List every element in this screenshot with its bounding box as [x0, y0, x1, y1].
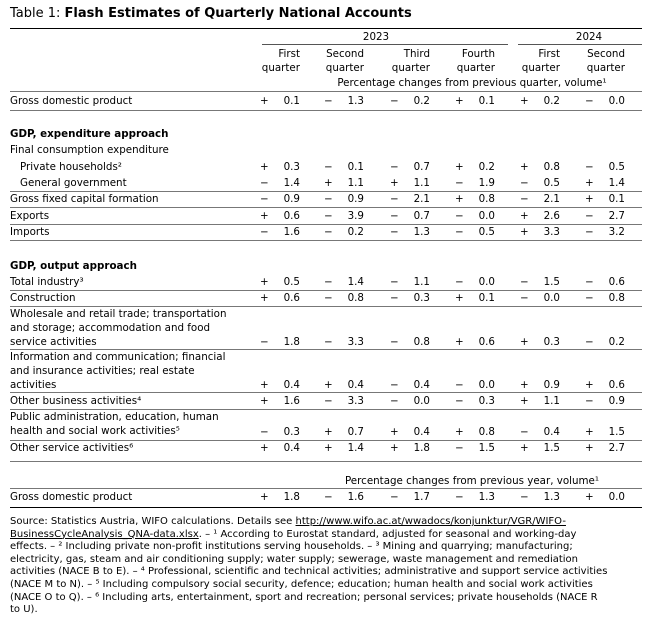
value-number: 0.2 [413, 95, 430, 107]
value-sign: + [585, 379, 594, 391]
value-sign: − [390, 491, 399, 503]
value-sign: − [585, 161, 594, 173]
value-number: 0.5 [283, 276, 300, 288]
value-sign: + [260, 491, 269, 503]
column-header-line: quarter [325, 62, 364, 74]
row-label: Gross fixed capital formation [10, 193, 159, 205]
value-sign: − [585, 226, 594, 238]
value-sign: + [585, 193, 594, 205]
column-header [364, 47, 430, 75]
value-sign: + [455, 292, 464, 304]
value-sign: − [390, 226, 399, 238]
value-sign: − [324, 161, 333, 173]
value-number: 0.1 [347, 161, 364, 173]
value-number: 1.3 [347, 95, 364, 107]
column-header-line: First [278, 48, 300, 60]
value-number: 0.5 [478, 226, 495, 238]
value-sign: − [520, 426, 529, 438]
value-number: 0.8 [608, 292, 625, 304]
column-header [494, 47, 560, 75]
value-sign: + [390, 426, 399, 438]
value-number: 1.4 [608, 177, 625, 189]
row-rule [10, 306, 642, 307]
value-sign: − [585, 210, 594, 222]
value-number: 0.4 [283, 442, 300, 454]
value-number: 1.4 [283, 177, 300, 189]
column-header [429, 47, 495, 75]
annual-row-label: Gross domestic product [10, 491, 133, 503]
value-sign: − [520, 177, 529, 189]
value-sign: − [585, 276, 594, 288]
value-sign: − [260, 226, 269, 238]
row-rule [10, 392, 642, 393]
row-label: Exports [10, 210, 50, 222]
row-label: Total industry³ [10, 276, 84, 288]
value-sign: + [260, 442, 269, 454]
value-number: 1.8 [283, 491, 300, 503]
row-label: Imports [10, 226, 50, 238]
row-label: Gross domestic product [10, 95, 133, 107]
value-number: 0.0 [478, 276, 495, 288]
value-sign: + [455, 161, 464, 173]
value-sign: + [324, 177, 333, 189]
source-link[interactable]: http://www.wifo.ac.at/wwadocs/konjunktur/VGR/WIFO- [295, 516, 566, 527]
value-number: 0.6 [283, 210, 300, 222]
column-header-line: Fourth [461, 48, 495, 60]
value-number: 1.4 [347, 442, 364, 454]
value-sign: − [390, 193, 399, 205]
value-sign: + [520, 395, 529, 407]
value-sign: + [260, 395, 269, 407]
row-label-line: and storage; accommodation and food [10, 322, 211, 334]
value-number: 2.7 [608, 210, 625, 222]
value-sign: − [324, 292, 333, 304]
value-number: 0.3 [413, 292, 430, 304]
value-number: 1.9 [478, 177, 495, 189]
value-sign: − [455, 379, 464, 391]
value-number: 0.7 [413, 210, 430, 222]
row-label-line: Information and communication; financial [10, 351, 226, 363]
value-sign: + [260, 95, 269, 107]
value-sign: − [455, 177, 464, 189]
value-number: 0.8 [478, 193, 495, 205]
year-header-2024: 2024 [575, 31, 603, 43]
value-sign: − [324, 395, 333, 407]
value-number: 0.8 [347, 292, 364, 304]
column-header-line: quarter [391, 62, 430, 74]
column-header-line: Second [587, 48, 625, 60]
value-sign: − [455, 210, 464, 222]
year-2024-rule [518, 44, 642, 45]
value-sign: − [260, 336, 269, 348]
value-sign: − [324, 210, 333, 222]
value-sign: + [390, 442, 399, 454]
value-number: 0.3 [478, 395, 495, 407]
value-number: 2.7 [608, 442, 625, 454]
value-number: 0.0 [413, 395, 430, 407]
value-sign: − [585, 336, 594, 348]
value-number: 0.0 [608, 95, 625, 107]
value-sign: + [520, 161, 529, 173]
section-heading: GDP, expenditure approach [10, 128, 169, 140]
value-sign: + [520, 210, 529, 222]
source-link-cont[interactable]: BusinessCycleAnalysis_QNA-data.xlsx [10, 528, 199, 540]
value-sign: − [324, 226, 333, 238]
row-rule [10, 207, 642, 208]
value-number: 0.2 [543, 95, 560, 107]
column-header-line: Third [403, 48, 430, 60]
value-sign: − [520, 292, 529, 304]
source-notes-line-6: (NACE O to Q). – ⁶ Including arts, entertainment, sport and recreation; personal services; private households (NACE R [10, 591, 598, 603]
row-label: Other business activities⁴ [10, 395, 142, 407]
value-number: 0.4 [413, 426, 430, 438]
value-sign: − [260, 426, 269, 438]
value-number: 0.0 [478, 379, 495, 391]
value-sign: − [455, 226, 464, 238]
value-sign: − [260, 177, 269, 189]
value-number: 3.3 [347, 336, 364, 348]
year-2023-rule [262, 44, 508, 45]
value-sign: + [260, 161, 269, 173]
value-sign: − [390, 95, 399, 107]
value-number: 0.4 [413, 379, 430, 391]
value-sign: − [455, 276, 464, 288]
value-number: 1.3 [413, 226, 430, 238]
unit-note-quarter: Percentage changes from previous quarter, volume¹ [337, 77, 607, 89]
column-header-line: Second [326, 48, 364, 60]
value-number: 0.5 [608, 161, 625, 173]
value-number: 0.1 [478, 95, 495, 107]
value-number: 1.8 [413, 442, 430, 454]
value-number: 0.2 [608, 336, 625, 348]
value-sign: − [390, 161, 399, 173]
value-number: 0.6 [478, 336, 495, 348]
value-number: 0.0 [608, 491, 625, 503]
column-header-line: First [538, 48, 560, 60]
row-rule [10, 440, 642, 441]
value-sign: − [324, 95, 333, 107]
row-label-line: health and social work activities⁵ [10, 425, 180, 437]
source-notes-line-3: electricity, gas, steam and air conditioning supply; water supply; sewerage, waste management and remediation [10, 553, 579, 565]
column-header [298, 47, 364, 75]
header-rule [10, 91, 642, 92]
row-label-line: activities [10, 379, 57, 391]
value-number: 0.4 [283, 379, 300, 391]
table-title [10, 6, 412, 21]
value-number: 0.8 [413, 336, 430, 348]
row-label-line: Public administration, education, human [10, 411, 219, 423]
year-header-2023: 2023 [362, 31, 390, 43]
row-label: Other service activities⁶ [10, 442, 134, 454]
value-sign: − [324, 491, 333, 503]
section-heading: GDP, output approach [10, 260, 137, 272]
value-number: 0.7 [413, 161, 430, 173]
value-number: 0.8 [543, 161, 560, 173]
column-header [234, 47, 300, 75]
value-number: 2.1 [413, 193, 430, 205]
value-number: 1.8 [283, 336, 300, 348]
value-number: 0.9 [543, 379, 560, 391]
row-rule [10, 409, 642, 410]
value-sign: + [324, 442, 333, 454]
column-header-line: quarter [521, 62, 560, 74]
value-number: 0.3 [543, 336, 560, 348]
row-rule [10, 240, 642, 241]
value-number: 0.4 [347, 379, 364, 391]
value-number: 0.6 [608, 276, 625, 288]
value-number: 2.1 [543, 193, 560, 205]
source-notes-line-1: . – ¹ According to Eurostat standard, adjusted for seasonal and working-day [198, 528, 577, 540]
value-sign: + [455, 95, 464, 107]
value-sign: − [455, 491, 464, 503]
value-number: 1.6 [347, 491, 364, 503]
value-number: 1.3 [478, 491, 495, 503]
value-number: 0.9 [283, 193, 300, 205]
column-header [559, 47, 625, 75]
source-notes-line-2: effects. – ² Including private non-profit institutions serving households. – ³ Mining and quarrying; manufacturing; [10, 541, 573, 553]
value-sign: − [390, 379, 399, 391]
value-sign: + [585, 426, 594, 438]
value-sign: − [520, 276, 529, 288]
value-sign: + [455, 336, 464, 348]
annual-rule-top [10, 461, 642, 462]
value-sign: − [390, 395, 399, 407]
value-sign: − [585, 95, 594, 107]
source-notes-line-7: to U). [10, 604, 38, 616]
value-number: 1.5 [543, 276, 560, 288]
value-number: 1.1 [347, 177, 364, 189]
value-sign: + [260, 379, 269, 391]
value-number: 1.5 [608, 426, 625, 438]
value-sign: − [520, 193, 529, 205]
value-sign: − [390, 276, 399, 288]
value-sign: − [390, 336, 399, 348]
value-sign: + [260, 210, 269, 222]
value-number: 1.6 [283, 226, 300, 238]
value-number: 1.6 [283, 395, 300, 407]
value-number: 3.9 [347, 210, 364, 222]
value-sign: − [455, 395, 464, 407]
top-rule [10, 28, 642, 29]
value-number: 0.6 [283, 292, 300, 304]
value-sign: − [520, 491, 529, 503]
value-sign: − [324, 193, 333, 205]
value-sign: − [324, 276, 333, 288]
value-number: 0.1 [283, 95, 300, 107]
value-number: 0.2 [347, 226, 364, 238]
source-notes-line-5: (NACE M to N). – ⁵ Including compulsory social security, defence; education; human health and social work activities [10, 578, 593, 590]
value-sign: − [390, 210, 399, 222]
row-label: Final consumption expenditure [10, 144, 169, 156]
row-label: Private households² [20, 161, 122, 173]
row-label-line: service activities [10, 336, 97, 348]
value-number: 1.1 [413, 276, 430, 288]
row-label-line: Wholesale and retail trade; transportation [10, 308, 227, 320]
value-number: 1.3 [543, 491, 560, 503]
value-sign: + [520, 336, 529, 348]
value-number: 0.8 [478, 426, 495, 438]
source-notes [10, 516, 642, 617]
column-header-line: quarter [261, 62, 300, 74]
value-number: 0.3 [283, 161, 300, 173]
row-rule [10, 224, 642, 225]
value-number: 0.6 [608, 379, 625, 391]
value-sign: + [324, 426, 333, 438]
title-prefix: Table 1: [10, 6, 65, 21]
value-number: 0.0 [543, 292, 560, 304]
value-sign: + [520, 379, 529, 391]
value-number: 0.9 [347, 193, 364, 205]
value-sign: + [260, 276, 269, 288]
value-sign: + [390, 177, 399, 189]
value-sign: − [324, 336, 333, 348]
row-rule [10, 191, 642, 192]
value-sign: + [585, 491, 594, 503]
value-number: 0.5 [543, 177, 560, 189]
value-sign: − [455, 442, 464, 454]
title-main: Flash Estimates of Quarterly National Accounts [64, 6, 412, 21]
source-lead: Source: Statistics Austria, WIFO calculations. Details see [10, 516, 296, 527]
row-label: Construction [10, 292, 76, 304]
value-number: 0.9 [608, 395, 625, 407]
value-number: 3.2 [608, 226, 625, 238]
row-label: General government [20, 177, 127, 189]
value-number: 2.6 [543, 210, 560, 222]
column-header-line: quarter [586, 62, 625, 74]
value-sign: − [260, 193, 269, 205]
annual-rule-mid [10, 488, 642, 489]
row-rule [10, 110, 642, 111]
value-sign: + [585, 177, 594, 189]
source-notes-line-4: activities (NACE B to E). – ⁴ Professional, scientific and technical activities; administrative and support service activities [10, 566, 608, 578]
value-number: 1.4 [347, 276, 364, 288]
bottom-rule [10, 507, 642, 508]
value-sign: + [520, 442, 529, 454]
value-number: 0.2 [478, 161, 495, 173]
value-number: 0.0 [478, 210, 495, 222]
value-sign: + [585, 442, 594, 454]
value-sign: − [585, 395, 594, 407]
value-number: 0.7 [347, 426, 364, 438]
value-number: 1.5 [543, 442, 560, 454]
value-sign: + [455, 193, 464, 205]
value-number: 0.4 [543, 426, 560, 438]
row-rule [10, 290, 642, 291]
value-number: 3.3 [543, 226, 560, 238]
value-sign: + [324, 379, 333, 391]
value-sign: − [585, 292, 594, 304]
value-number: 3.3 [347, 395, 364, 407]
value-number: 0.1 [478, 292, 495, 304]
value-sign: + [520, 226, 529, 238]
value-number: 0.3 [283, 426, 300, 438]
column-header-line: quarter [456, 62, 495, 74]
value-sign: − [390, 292, 399, 304]
value-number: 1.7 [413, 491, 430, 503]
row-label-line: and insurance activities; real estate [10, 365, 195, 377]
value-number: 1.1 [543, 395, 560, 407]
value-sign: + [260, 292, 269, 304]
value-number: 0.1 [608, 193, 625, 205]
value-number: 1.5 [478, 442, 495, 454]
value-sign: + [520, 95, 529, 107]
value-number: 1.1 [413, 177, 430, 189]
row-rule [10, 349, 642, 350]
value-sign: + [455, 426, 464, 438]
unit-note-year: Percentage changes from previous year, volume¹ [344, 475, 600, 487]
